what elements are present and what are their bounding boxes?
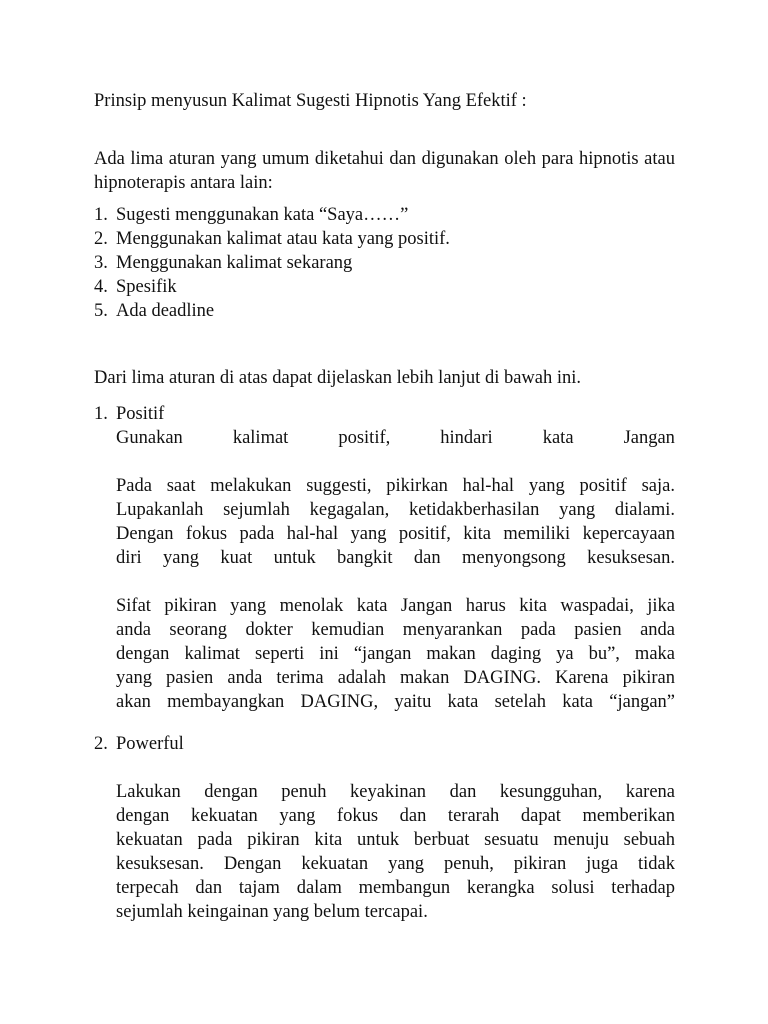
section-heading [94,402,675,426]
subheading-word: positif, [338,428,391,448]
text-line: kekuatan pada pikiran kita untuk berbuat sesuatu menuju sebuah [116,830,675,850]
text-line: yang pasien anda terima adalah makan DAGING. Karena pikiran [116,668,675,688]
list-text: Ada deadline [116,301,215,321]
intro-paragraph: Ada lima aturan yang umum diketahui dan digunakan oleh para hipnotis atau hipnoterapis antara lain: [94,149,675,193]
text-line: anda seorang dokter kemudian menyarankan pada pasien anda [116,620,675,640]
section-number: 2. [94,734,108,754]
list-number: 1. [94,205,108,225]
text-line: kesuksesan. Dengan kekuatan yang penuh, pikiran juga tidak [116,854,675,874]
subheading-word: kata [542,428,574,448]
subheading-word: hindari [440,428,493,448]
text-line: dengan kalimat seperti ini “jangan makan daging ya bu”, maka [116,644,675,664]
text-line: akan membayangkan DAGING, yaitu kata setelah kata “jangan” [116,692,675,712]
text-line: terpecah dan tajam dalam membangun kerangka solusi terhadap [116,878,675,898]
list-text: Menggunakan kalimat sekarang [116,253,353,273]
paragraph [116,594,675,714]
section-positif [94,402,675,714]
list-text: Sugesti menggunakan kata “Saya……” [116,205,409,225]
section-number: 1. [94,404,108,424]
subheading-word: Jangan [623,428,675,448]
list-number: 4. [94,277,108,297]
list-number: 3. [94,253,108,273]
text-line: Sifat pikiran yang menolak kata Jangan harus kita waspadai, jika [116,596,675,616]
paragraph [116,474,675,570]
list-text: Spesifik [116,277,177,297]
text-line: Lakukan dengan penuh keyakinan dan kesungguhan, karena [116,782,675,802]
explanation-lead: Dari lima aturan di atas dapat dijelaskan lebih lanjut di bawah ini. [94,368,582,388]
text-line: sejumlah keingainan yang belum tercapai. [116,902,428,922]
list-number: 2. [94,229,108,249]
subheading-word: kalimat [232,428,289,448]
section-powerful [94,732,675,924]
document-title: Prinsip menyusun Kalimat Sugesti Hipnotis Yang Efektif : [94,91,527,111]
subheading-word: Gunakan [116,428,183,448]
section-heading [94,732,675,756]
section-subheading [116,426,675,450]
text-line: diri yang kuat untuk bangkit dan menyongsong kesuksesan. [116,548,675,568]
list-text: Menggunakan kalimat atau kata yang positif. [116,229,450,249]
text-line: dengan kekuatan yang fokus dan terarah dapat memberikan [116,806,675,826]
list-number: 5. [94,301,108,321]
text-line: Pada saat melakukan suggesti, pikirkan hal-hal yang positif saja. [116,476,675,496]
text-line: Lupakanlah sejumlah kegagalan, ketidakberhasilan yang dialami. [116,500,675,520]
paragraph [116,780,675,924]
text-line: Dengan fokus pada hal-hal yang positif, kita memiliki kepercayaan [116,524,675,544]
section-title: Powerful [116,734,184,754]
section-title: Positif [116,404,165,424]
